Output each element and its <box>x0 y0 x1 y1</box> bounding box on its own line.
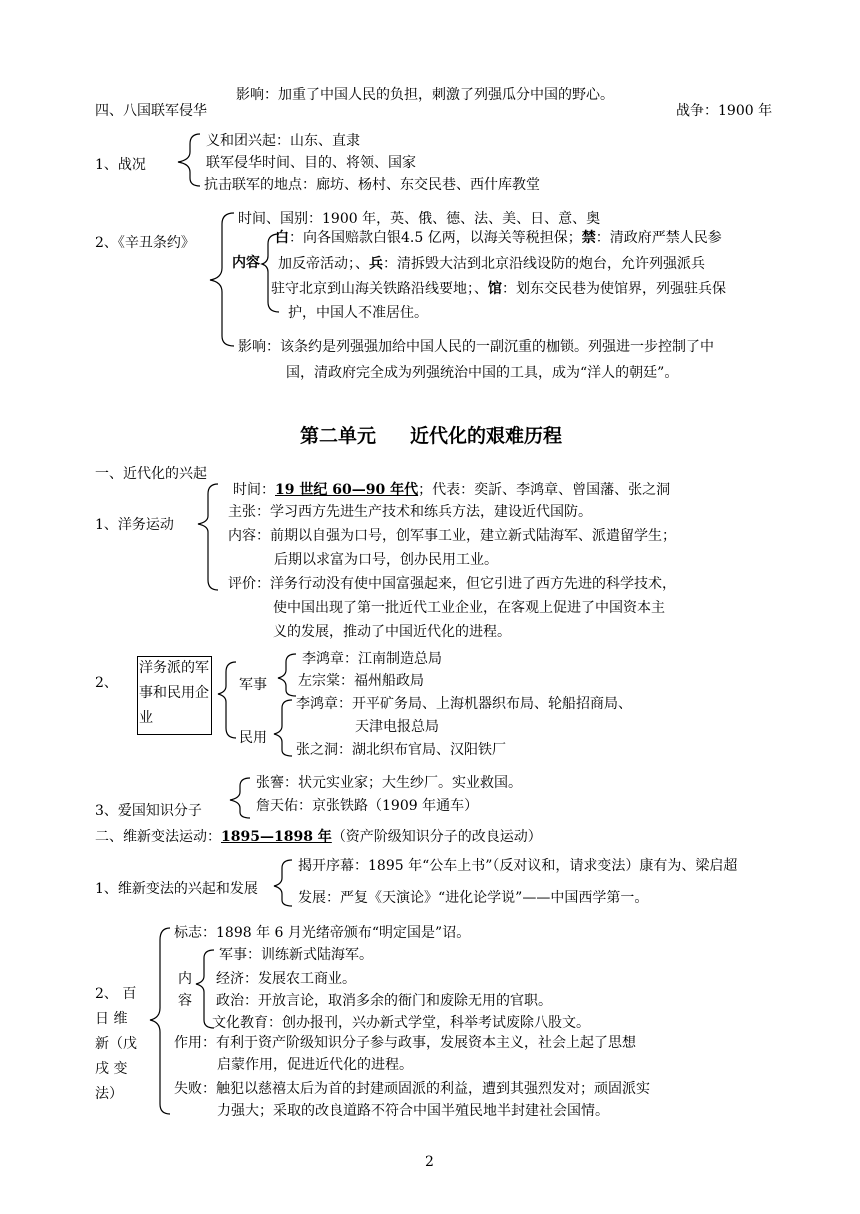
civil-item-2: 天津电报总局 <box>355 719 439 735</box>
military-item-2: 左宗棠：福州船政局 <box>298 673 424 689</box>
military-item-1: 李鸿章：江南制造总局 <box>302 651 442 667</box>
reform-effect-2: 启蒙作用，促进近代化的进程。 <box>217 1057 413 1073</box>
yangwu-eval-1: 评价：洋务行动没有使中国富强起来，但它引进了西方先进的科学技术， <box>228 576 676 592</box>
reform-rise-2: 发展：严复《天演论》“进化论学说”——中国西学第一。 <box>298 890 649 906</box>
brace-civil <box>274 700 292 756</box>
impact-top: 影响：加重了中国人民的负担，刺激了列强瓜分中国的野心。 <box>236 87 614 103</box>
text-segment: 时间： <box>233 482 275 498</box>
text-segment: ：划东交民巷为使馆界，列强驻兵保 <box>502 281 726 297</box>
war-item-2: 联军侵华时间、目的、将领、国家 <box>206 155 416 171</box>
hundred-days-label-2: 日 维 <box>95 1011 128 1027</box>
text-segment: ；代表：奕訢、李鸿章、曾国藩、张之洞 <box>418 482 671 498</box>
key-bai: 白 <box>275 230 289 246</box>
xinchou-content-line-4: 护，中国人不准居住。 <box>288 305 428 321</box>
unit-title <box>300 424 562 448</box>
text-segment: 驻守北京到山海关铁路沿线要地；、 <box>271 281 488 297</box>
civil-item-3: 张之洞：湖北织布官局、汉阳铁厂 <box>296 742 506 758</box>
hundred-days-label-4: 戌 变 <box>95 1061 128 1077</box>
q2-label: 2、 <box>95 675 118 691</box>
rise-title: 一、近代化的兴起 <box>95 466 207 482</box>
war-year: 战争：1900 年 <box>676 103 773 119</box>
page-number: 2 <box>425 1154 434 1170</box>
box-line-1: 洋务派的军 <box>139 660 209 676</box>
text-segment: ：清政府严禁人民参 <box>595 230 722 246</box>
reform-content-1: 军事：训练新式陆海军。 <box>219 947 373 963</box>
war-item-1: 义和团兴起：山东、直隶 <box>206 133 360 149</box>
patriot-item-2: 詹天佑：京张铁路（1909 年通车） <box>256 798 479 814</box>
brace-hundred-days <box>150 928 170 1114</box>
patriot-item-1: 张謇：状元实业家；大生纱厂。实业救国。 <box>256 775 522 791</box>
unit-name: 近代化的艰难历程 <box>410 425 563 447</box>
yangwu-eval-2: 使中国出现了第一批近代工业企业，在客观上促进了中国资本主 <box>273 600 665 616</box>
hundred-days-label-1: 2、 百 <box>95 986 137 1002</box>
brace-yangwu <box>198 484 218 590</box>
reform-rise-label: 1、维新变法的兴起和发展 <box>95 881 258 897</box>
yangwu-claim: 主张：学习西方先进生产技术和练兵方法，建设近代国防。 <box>228 504 592 520</box>
yangwu-content-1: 内容：前期以自强为口号，创军事工业，建立新式陆海军、派遣留学生； <box>228 528 676 544</box>
yangwu-content-2: 后期以求富为口号，创办民用工业。 <box>274 552 498 568</box>
yangwu-period: 19 世纪 60—90 年代 <box>275 482 419 498</box>
text-segment: （资产阶级知识分子的改良运动） <box>331 829 542 845</box>
brace-military <box>278 654 296 696</box>
xinchou-impact-1: 影响：该条约是列强强加给中国人民的一副沉重的枷锁。列强进一步控制了中 <box>238 339 714 355</box>
text-segment: ：清拆毁大沽到北京沿线设防的炮台，允许列强派兵 <box>383 256 705 272</box>
xinchou-content-line-1 <box>275 229 722 247</box>
reform-effect-1: 作用：有利于资产阶级知识分子参与政事，发展资本主义，社会上起了思想 <box>174 1035 636 1051</box>
military-label: 军事 <box>239 677 267 693</box>
xinchou-time: 时间、国别：1900 年，英、俄、德、法、美、日、意、奥 <box>238 211 601 227</box>
reform-sign: 标志：1898 年 6 月光绪帝颁布“明定国是”诏。 <box>174 925 471 941</box>
key-guan: 馆 <box>488 281 502 297</box>
hundred-days-label-5: 法） <box>95 1086 123 1102</box>
text-segment: ：向各国赔款白银4.5 亿两，以海关等税担保； <box>289 230 582 246</box>
xinchou-content-line-3 <box>271 280 726 298</box>
xinchou-impact-2: 国，清政府完全成为列强统治中国的工具，成为“洋人的朝廷”。 <box>286 365 679 381</box>
unit-number: 第二单元 <box>300 425 377 447</box>
key-jin: 禁 <box>581 230 596 246</box>
reform-content-4: 文化教育：创办报刊，兴办新式学堂，科举考试废除八股文。 <box>212 1015 590 1031</box>
yangwu-label: 1、洋务运动 <box>95 517 174 533</box>
box-line-2: 事和民用企 <box>139 685 209 701</box>
text-segment: 二、维新变法运动： <box>95 829 221 845</box>
xinchou-content-label: 内容 <box>232 255 260 271</box>
brace-enterprise <box>218 662 236 738</box>
reform-content-2: 经济：发展农工商业。 <box>216 971 356 987</box>
reform-content-label-1: 内 <box>178 971 192 987</box>
brace-xinchou <box>210 213 234 346</box>
xinchou-label: 2、《辛丑条约》 <box>95 235 195 251</box>
reform-content-label-2: 容 <box>178 993 192 1009</box>
reform-title <box>95 828 542 846</box>
yangwu-eval-3: 义的发展，推动了中国近代化的进程。 <box>273 624 511 640</box>
reform-period: 1895—1898 年 <box>221 829 332 845</box>
brace-patriot <box>230 778 250 818</box>
yangwu-time <box>233 481 670 499</box>
key-bing: 兵 <box>369 256 383 272</box>
hundred-days-label-3: 新（戊 <box>95 1036 137 1052</box>
reform-failure-1: 失败：触犯以慈禧太后为首的封建顽固派的利益，遭到其强烈发对；顽固派实 <box>174 1081 650 1097</box>
box-line-3: 业 <box>139 710 153 726</box>
text-segment: 加反帝活动；、 <box>278 256 369 272</box>
civil-item-1: 李鸿章：开平矿务局、上海机器织布局、轮船招商局、 <box>296 696 632 712</box>
patriot-label: 3、爱国知识分子 <box>95 803 202 819</box>
reform-rise-1: 揭开序幕：1895 年“公车上书”（反对议和，请求变法）康有为、梁启超 <box>298 858 738 874</box>
reform-content-3: 政治：开放言论，取消多余的衙门和废除无用的官职。 <box>216 993 552 1009</box>
brace-war <box>178 134 200 186</box>
section-4-title: 四、八国联军侵华 <box>95 103 207 119</box>
reform-failure-2: 力强大；采取的改良道路不符合中国半殖民地半封建社会国情。 <box>217 1103 609 1119</box>
xinchou-content-line-2 <box>278 255 705 273</box>
brace-reform-rise <box>274 860 292 906</box>
war-item-3: 抗击联军的地点：廊坊、杨村、东交民巷、西什库教堂 <box>204 177 540 193</box>
civil-label: 民用 <box>239 730 267 746</box>
war-situation-label: 1、战况 <box>95 157 146 173</box>
